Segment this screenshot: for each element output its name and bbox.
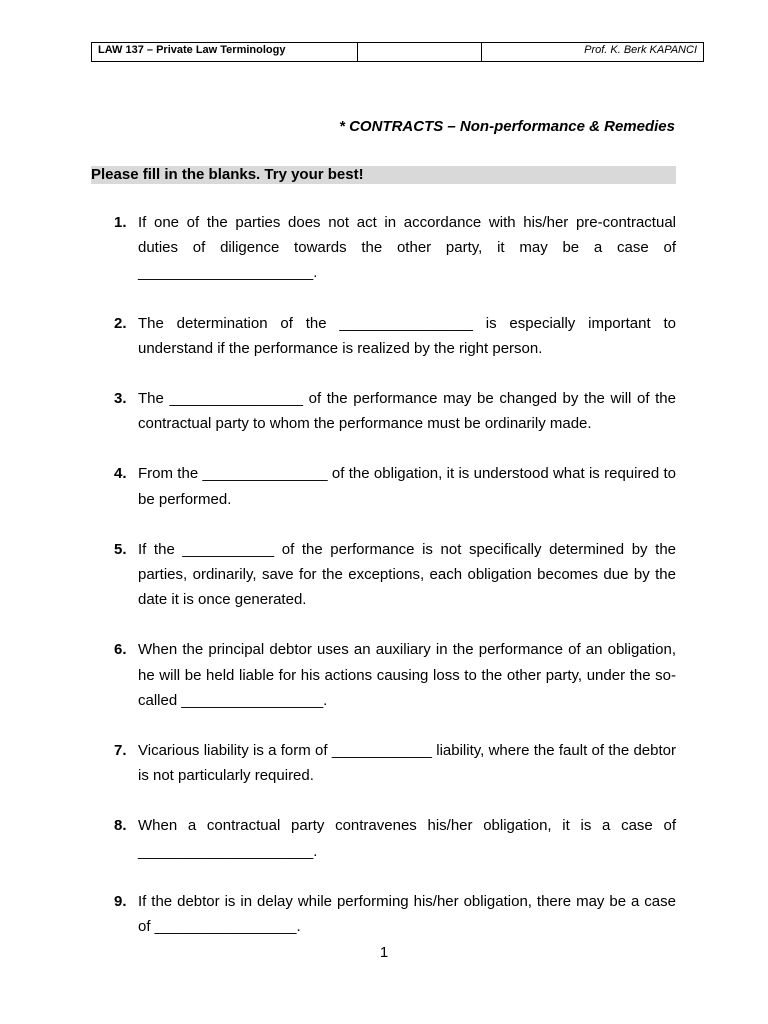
question-item	[91, 813, 676, 863]
question-number: 3.	[114, 390, 127, 408]
question-item	[91, 738, 676, 788]
question-number: 8.	[114, 817, 127, 835]
question-item	[91, 386, 676, 436]
question-item	[91, 889, 676, 939]
question-item	[91, 461, 676, 511]
question-text: The determination of the ________________ is especially important to understand if the performance is realized by the right person.	[138, 314, 676, 357]
question-text: From the _______________ of the obligation, it is understood what is required to be performed.	[138, 465, 676, 508]
question-number: 1.	[114, 214, 127, 231]
question-text: When a contractual party contravenes his/her obligation, it is a case of _____________________.	[138, 817, 676, 860]
question-item	[91, 537, 676, 613]
question-text: Vicarious liability is a form of ____________ liability, where the fault of the debtor is not particularly required.	[138, 742, 676, 785]
question-item	[91, 210, 676, 286]
question-text: If one of the parties does not act in accordance with his/her pre-contractual duties of diligence towards the other party, it may be a case of _____________________.	[138, 214, 676, 282]
question-text: The ________________ of the performance may be changed by the will of the contractual party to whom the performance must be ordinarily made.	[138, 390, 676, 433]
question-number: 6.	[114, 641, 127, 659]
question-item	[91, 311, 676, 361]
page-number: 1	[379, 944, 389, 961]
question-text: When the principal debtor uses an auxiliary in the performance of an obligation, he will be held liable for his actions causing loss to the other party, under the so-called _________________.	[138, 641, 676, 709]
question-text: If the debtor is in delay while performing his/her obligation, there may be a case of _________________.	[138, 892, 676, 936]
header-middle-cell	[358, 43, 482, 62]
question-number: 5.	[114, 540, 127, 558]
header-table	[91, 42, 704, 62]
question-number: 9.	[114, 892, 127, 910]
course-title: LAW 137 – Private Law Terminology	[92, 43, 358, 62]
page-title: * CONTRACTS – Non-performance & Remedies	[339, 118, 675, 135]
question-item	[91, 637, 676, 713]
question-number: 4.	[114, 465, 127, 483]
professor-name: Prof. K. Berk KAPANCI	[482, 43, 704, 62]
instruction-banner: Please fill in the blanks. Try your best!	[91, 166, 676, 184]
question-text: If the ___________ of the performance is not specifically determined by the parties, ordinarily, save for the exceptions, each obligation becomes due by the date it is once generated.	[138, 540, 676, 609]
question-number: 7.	[114, 742, 127, 760]
question-number: 2.	[114, 314, 127, 332]
question-list	[91, 210, 676, 939]
